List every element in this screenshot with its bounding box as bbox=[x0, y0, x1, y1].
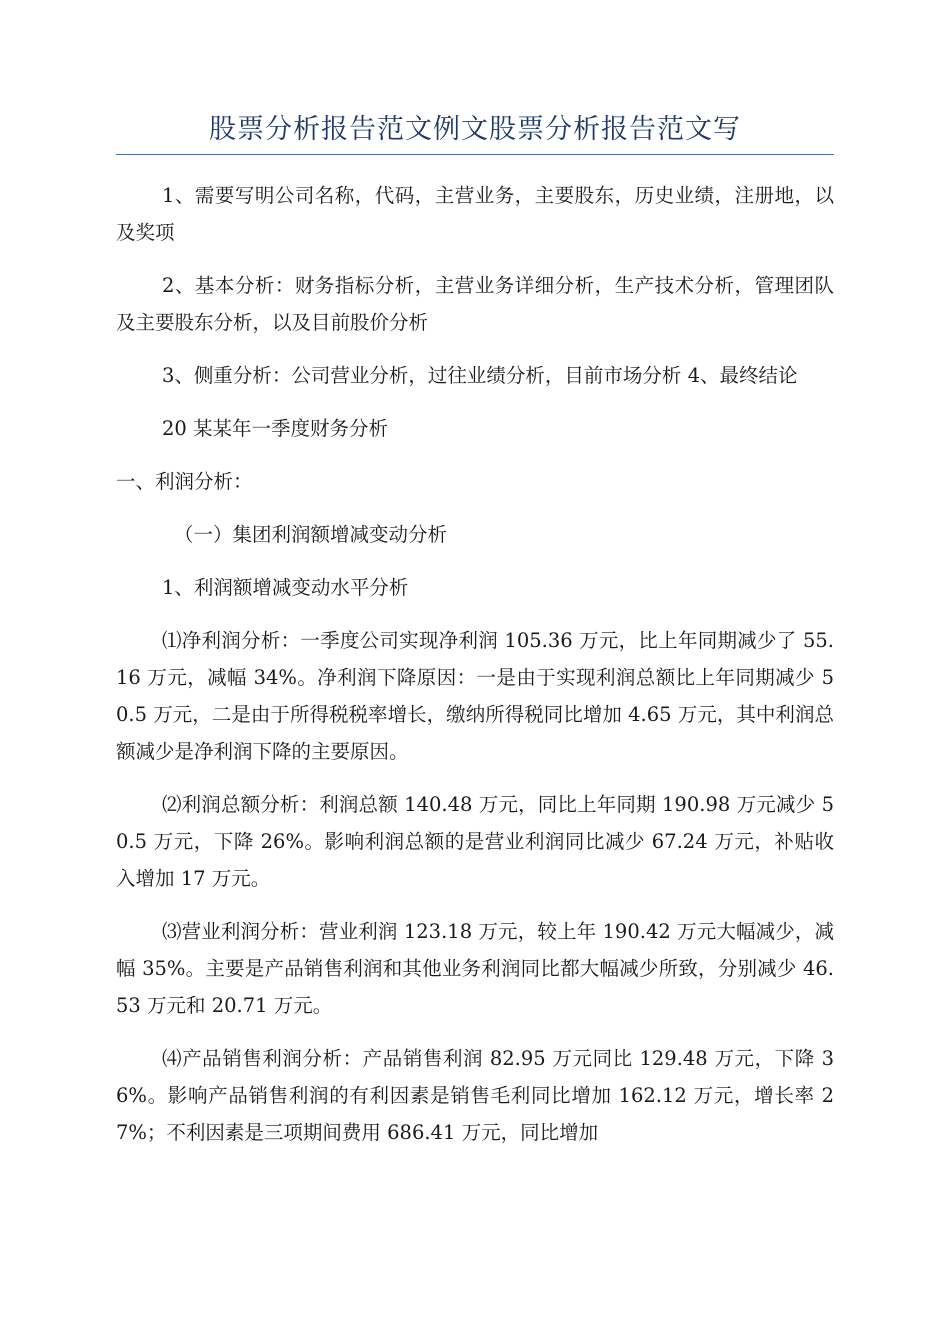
document-body bbox=[116, 177, 834, 1151]
document-page bbox=[116, 108, 834, 1167]
subsection-heading-profit-level: 1、利润额增减变动水平分析 bbox=[162, 576, 409, 599]
paragraph-1: 1、需要写明公司名称，代码，主营业务，主要股东，历史业绩，注册地，以及奖项 bbox=[116, 184, 834, 244]
section-heading-profit-analysis: 一、利润分析： bbox=[116, 470, 253, 493]
subsection-heading-group-profit: （一）集团利润额增减变动分析 bbox=[174, 523, 448, 546]
title-underline bbox=[116, 154, 834, 155]
paragraph-product-sales-profit: ⑷产品销售利润分析：产品销售利润 82.95 万元同比 129.48 万元，下降 36%。影响产品销售利润的有利因素是销售毛利同比增加 162.12 万元，增长率 27%；不利因素是三项期间费用 686.41 万元，同比增加 bbox=[116, 1047, 834, 1144]
section-heading-quarter-analysis: 20 某某年一季度财务分析 bbox=[162, 417, 389, 440]
paragraph-2: 2、基本分析：财务指标分析，主营业务详细分析，生产技术分析，管理团队及主要股东分析，以及目前股价分析 bbox=[116, 274, 834, 334]
document-title: 股票分析报告范文例文股票分析报告范文写 bbox=[209, 114, 741, 145]
paragraph-total-profit: ⑵利润总额分析：利润总额 140.48 万元，同比上年同期 190.98 万元减少 50.5 万元，下降 26%。影响利润总额的是营业利润同比减少 67.24 万元，补贴收入增加 17 万元。 bbox=[116, 793, 834, 890]
paragraph-operating-profit: ⑶营业利润分析：营业利润 123.18 万元，较上年 190.42 万元大幅减少，减幅 35%。主要是产品销售利润和其他业务利润同比都大幅减少所致，分别减少 46.53 万元和 20.71 万元。 bbox=[116, 920, 834, 1017]
paragraph-net-profit: ⑴净利润分析：一季度公司实现净利润 105.36 万元，比上年同期减少了 55.16 万元，减幅 34%。净利润下降原因：一是由于实现利润总额比上年同期减少 50.5 万元，二是由于所得税税率增长，缴纳所得税同比增加 4.65 万元，其中利润总额减少是净利润下降的主要原因。 bbox=[116, 629, 834, 763]
paragraph-3: 3、侧重分析：公司营业分析，过往业绩分析，目前市场分析 4、最终结论 bbox=[162, 364, 798, 387]
